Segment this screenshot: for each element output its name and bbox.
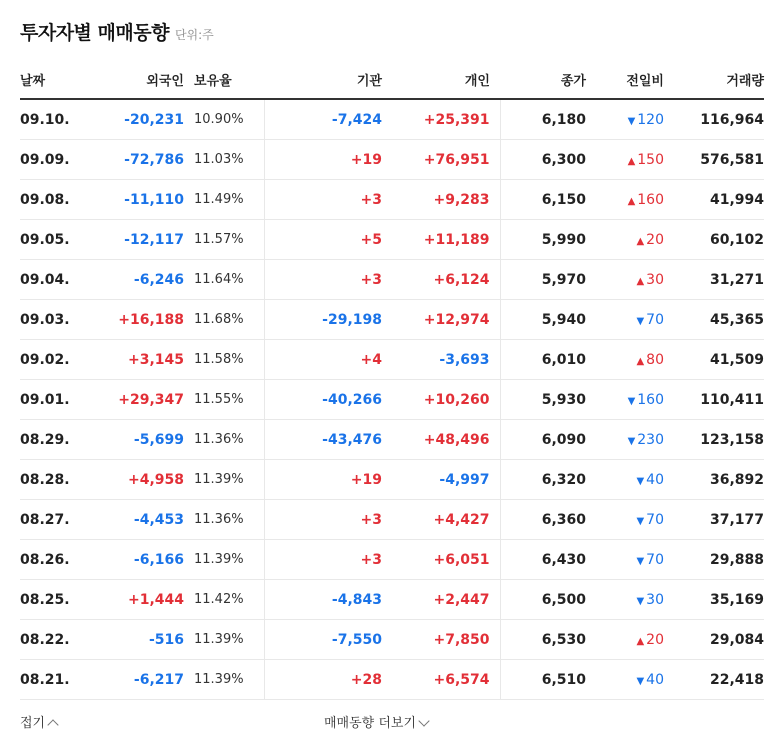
institution-cell: +3 bbox=[264, 500, 384, 540]
volume-cell: 41,509 bbox=[666, 340, 764, 380]
institution-cell: -7,424 bbox=[264, 99, 384, 140]
up-triangle-icon: ▲ bbox=[627, 195, 636, 207]
table-row bbox=[20, 540, 764, 580]
foreign-cell: -12,117 bbox=[76, 220, 188, 260]
table-row bbox=[20, 460, 764, 500]
up-triangle-icon: ▲ bbox=[636, 355, 645, 367]
date-cell: 09.08. bbox=[20, 180, 76, 220]
table-row bbox=[20, 300, 764, 340]
table-row bbox=[20, 500, 764, 540]
individual-cell: +2,447 bbox=[384, 580, 500, 620]
foreign-cell: -6,166 bbox=[76, 540, 188, 580]
hold-ratio-cell: 11.64% bbox=[188, 260, 264, 300]
individual-cell: +4,427 bbox=[384, 500, 500, 540]
foreign-cell: +16,188 bbox=[76, 300, 188, 340]
hold-ratio-cell: 10.90% bbox=[188, 99, 264, 140]
close-price-cell: 6,300 bbox=[500, 140, 588, 180]
change-value: 40 bbox=[646, 471, 664, 488]
table-row bbox=[20, 660, 764, 700]
volume-cell: 45,365 bbox=[666, 300, 764, 340]
volume-cell: 576,581 bbox=[666, 140, 764, 180]
hold-ratio-cell: 11.39% bbox=[188, 540, 264, 580]
fold-label: 접기 bbox=[20, 716, 46, 731]
down-triangle-icon: ▼ bbox=[636, 515, 645, 527]
institution-cell: +19 bbox=[264, 140, 384, 180]
close-price-cell: 5,970 bbox=[500, 260, 588, 300]
change-value: 230 bbox=[637, 431, 664, 448]
hold-ratio-cell: 11.36% bbox=[188, 500, 264, 540]
institution-cell: +5 bbox=[264, 220, 384, 260]
down-triangle-icon: ▼ bbox=[636, 595, 645, 607]
change-value: 30 bbox=[646, 271, 664, 288]
foreign-cell: +4,958 bbox=[76, 460, 188, 500]
change-cell bbox=[588, 620, 666, 660]
date-cell: 08.28. bbox=[20, 460, 76, 500]
hold-ratio-cell: 11.39% bbox=[188, 460, 264, 500]
change-cell bbox=[588, 540, 666, 580]
table-row bbox=[20, 380, 764, 420]
hold-ratio-cell: 11.39% bbox=[188, 660, 264, 700]
foreign-cell: +3,145 bbox=[76, 340, 188, 380]
panel-footer bbox=[0, 712, 768, 734]
date-cell: 08.26. bbox=[20, 540, 76, 580]
change-cell bbox=[588, 340, 666, 380]
up-triangle-icon: ▲ bbox=[636, 235, 645, 247]
volume-cell: 116,964 bbox=[666, 99, 764, 140]
fold-button[interactable] bbox=[20, 712, 57, 731]
volume-cell: 31,271 bbox=[666, 260, 764, 300]
change-value: 40 bbox=[646, 671, 664, 688]
more-label: 매매동향 더보기 bbox=[324, 716, 417, 731]
change-value: 20 bbox=[646, 631, 664, 648]
up-triangle-icon: ▲ bbox=[636, 635, 645, 647]
change-value: 80 bbox=[646, 351, 664, 368]
close-price-cell: 6,180 bbox=[500, 99, 588, 140]
change-cell bbox=[588, 99, 666, 140]
col-date-header: 날짜 bbox=[20, 60, 76, 99]
unit-label: 단위:주 bbox=[174, 28, 214, 42]
date-cell: 09.04. bbox=[20, 260, 76, 300]
col-volume-header: 거래량 bbox=[666, 60, 764, 99]
change-value: 150 bbox=[637, 151, 664, 168]
date-cell: 09.09. bbox=[20, 140, 76, 180]
change-value: 160 bbox=[637, 391, 664, 408]
date-cell: 08.21. bbox=[20, 660, 76, 700]
change-value: 20 bbox=[646, 231, 664, 248]
volume-cell: 60,102 bbox=[666, 220, 764, 260]
change-cell bbox=[588, 660, 666, 700]
individual-cell: +10,260 bbox=[384, 380, 500, 420]
institution-cell: +19 bbox=[264, 460, 384, 500]
change-cell bbox=[588, 180, 666, 220]
volume-cell: 35,169 bbox=[666, 580, 764, 620]
close-price-cell: 5,940 bbox=[500, 300, 588, 340]
date-cell: 08.29. bbox=[20, 420, 76, 460]
date-cell: 09.02. bbox=[20, 340, 76, 380]
foreign-cell: -11,110 bbox=[76, 180, 188, 220]
change-cell bbox=[588, 460, 666, 500]
change-cell bbox=[588, 140, 666, 180]
panel-title: 투자자별 매매동향 bbox=[20, 22, 169, 44]
close-price-cell: 6,150 bbox=[500, 180, 588, 220]
change-cell bbox=[588, 580, 666, 620]
institution-cell: -7,550 bbox=[264, 620, 384, 660]
up-triangle-icon: ▲ bbox=[636, 275, 645, 287]
table-row bbox=[20, 99, 764, 140]
col-foreign-header: 외국인 bbox=[76, 60, 188, 99]
volume-cell: 41,994 bbox=[666, 180, 764, 220]
date-cell: 08.22. bbox=[20, 620, 76, 660]
hold-ratio-cell: 11.36% bbox=[188, 420, 264, 460]
volume-cell: 29,888 bbox=[666, 540, 764, 580]
table-row bbox=[20, 260, 764, 300]
change-cell bbox=[588, 380, 666, 420]
institution-cell: -4,843 bbox=[264, 580, 384, 620]
foreign-cell: -6,217 bbox=[76, 660, 188, 700]
foreign-cell: -20,231 bbox=[76, 99, 188, 140]
foreign-cell: -72,786 bbox=[76, 140, 188, 180]
volume-cell: 22,418 bbox=[666, 660, 764, 700]
hold-ratio-cell: 11.42% bbox=[188, 580, 264, 620]
table-row bbox=[20, 420, 764, 460]
close-price-cell: 6,360 bbox=[500, 500, 588, 540]
foreign-cell: +1,444 bbox=[76, 580, 188, 620]
institution-cell: +3 bbox=[264, 180, 384, 220]
hold-ratio-cell: 11.58% bbox=[188, 340, 264, 380]
individual-cell: +48,496 bbox=[384, 420, 500, 460]
institution-cell: +4 bbox=[264, 340, 384, 380]
institution-cell: +3 bbox=[264, 540, 384, 580]
change-value: 70 bbox=[646, 311, 664, 328]
chevron-up-icon bbox=[47, 719, 58, 730]
more-trading-link[interactable] bbox=[324, 712, 428, 731]
down-triangle-icon: ▼ bbox=[627, 435, 636, 447]
change-cell bbox=[588, 500, 666, 540]
close-price-cell: 5,930 bbox=[500, 380, 588, 420]
close-price-cell: 6,510 bbox=[500, 660, 588, 700]
close-price-cell: 6,430 bbox=[500, 540, 588, 580]
table-row bbox=[20, 180, 764, 220]
foreign-cell: -516 bbox=[76, 620, 188, 660]
table-row bbox=[20, 620, 764, 660]
change-cell bbox=[588, 220, 666, 260]
hold-ratio-cell: 11.39% bbox=[188, 620, 264, 660]
individual-cell: +6,051 bbox=[384, 540, 500, 580]
col-institution-header: 기관 bbox=[264, 60, 384, 99]
foreign-cell: +29,347 bbox=[76, 380, 188, 420]
institution-cell: -43,476 bbox=[264, 420, 384, 460]
institution-cell: +3 bbox=[264, 260, 384, 300]
change-cell bbox=[588, 260, 666, 300]
down-triangle-icon: ▼ bbox=[636, 475, 645, 487]
hold-ratio-cell: 11.57% bbox=[188, 220, 264, 260]
foreign-cell: -4,453 bbox=[76, 500, 188, 540]
table-body bbox=[20, 99, 764, 700]
panel-header bbox=[20, 18, 214, 46]
change-value: 160 bbox=[637, 191, 664, 208]
col-change-header: 전일비 bbox=[588, 60, 666, 99]
date-cell: 09.05. bbox=[20, 220, 76, 260]
table-header-row bbox=[20, 60, 764, 99]
down-triangle-icon: ▼ bbox=[627, 395, 636, 407]
institution-cell: -40,266 bbox=[264, 380, 384, 420]
change-value: 70 bbox=[646, 511, 664, 528]
col-hold-header: 보유율 bbox=[188, 60, 264, 99]
change-value: 70 bbox=[646, 551, 664, 568]
volume-cell: 29,084 bbox=[666, 620, 764, 660]
volume-cell: 123,158 bbox=[666, 420, 764, 460]
col-individual-header: 개인 bbox=[384, 60, 500, 99]
individual-cell: -4,997 bbox=[384, 460, 500, 500]
hold-ratio-cell: 11.68% bbox=[188, 300, 264, 340]
date-cell: 08.27. bbox=[20, 500, 76, 540]
date-cell: 09.10. bbox=[20, 99, 76, 140]
individual-cell: +6,124 bbox=[384, 260, 500, 300]
volume-cell: 37,177 bbox=[666, 500, 764, 540]
individual-cell: -3,693 bbox=[384, 340, 500, 380]
date-cell: 09.01. bbox=[20, 380, 76, 420]
close-price-cell: 6,320 bbox=[500, 460, 588, 500]
close-price-cell: 5,990 bbox=[500, 220, 588, 260]
foreign-cell: -6,246 bbox=[76, 260, 188, 300]
change-value: 30 bbox=[646, 591, 664, 608]
close-price-cell: 6,090 bbox=[500, 420, 588, 460]
volume-cell: 110,411 bbox=[666, 380, 764, 420]
close-price-cell: 6,500 bbox=[500, 580, 588, 620]
trading-table bbox=[20, 60, 764, 700]
institution-cell: -29,198 bbox=[264, 300, 384, 340]
volume-cell: 36,892 bbox=[666, 460, 764, 500]
change-value: 120 bbox=[637, 111, 664, 128]
down-triangle-icon: ▼ bbox=[636, 315, 645, 327]
up-triangle-icon: ▲ bbox=[627, 155, 636, 167]
date-cell: 08.25. bbox=[20, 580, 76, 620]
individual-cell: +76,951 bbox=[384, 140, 500, 180]
individual-cell: +11,189 bbox=[384, 220, 500, 260]
foreign-cell: -5,699 bbox=[76, 420, 188, 460]
individual-cell: +6,574 bbox=[384, 660, 500, 700]
hold-ratio-cell: 11.49% bbox=[188, 180, 264, 220]
individual-cell: +9,283 bbox=[384, 180, 500, 220]
close-price-cell: 6,530 bbox=[500, 620, 588, 660]
individual-cell: +7,850 bbox=[384, 620, 500, 660]
down-triangle-icon: ▼ bbox=[627, 115, 636, 127]
change-cell bbox=[588, 420, 666, 460]
chevron-down-icon bbox=[418, 715, 429, 726]
individual-cell: +25,391 bbox=[384, 99, 500, 140]
change-cell bbox=[588, 300, 666, 340]
down-triangle-icon: ▼ bbox=[636, 675, 645, 687]
individual-cell: +12,974 bbox=[384, 300, 500, 340]
close-price-cell: 6,010 bbox=[500, 340, 588, 380]
institution-cell: +28 bbox=[264, 660, 384, 700]
hold-ratio-cell: 11.03% bbox=[188, 140, 264, 180]
table-row bbox=[20, 580, 764, 620]
down-triangle-icon: ▼ bbox=[636, 555, 645, 567]
table-row bbox=[20, 340, 764, 380]
table-row bbox=[20, 220, 764, 260]
col-close-header: 종가 bbox=[500, 60, 588, 99]
table-row bbox=[20, 140, 764, 180]
date-cell: 09.03. bbox=[20, 300, 76, 340]
hold-ratio-cell: 11.55% bbox=[188, 380, 264, 420]
